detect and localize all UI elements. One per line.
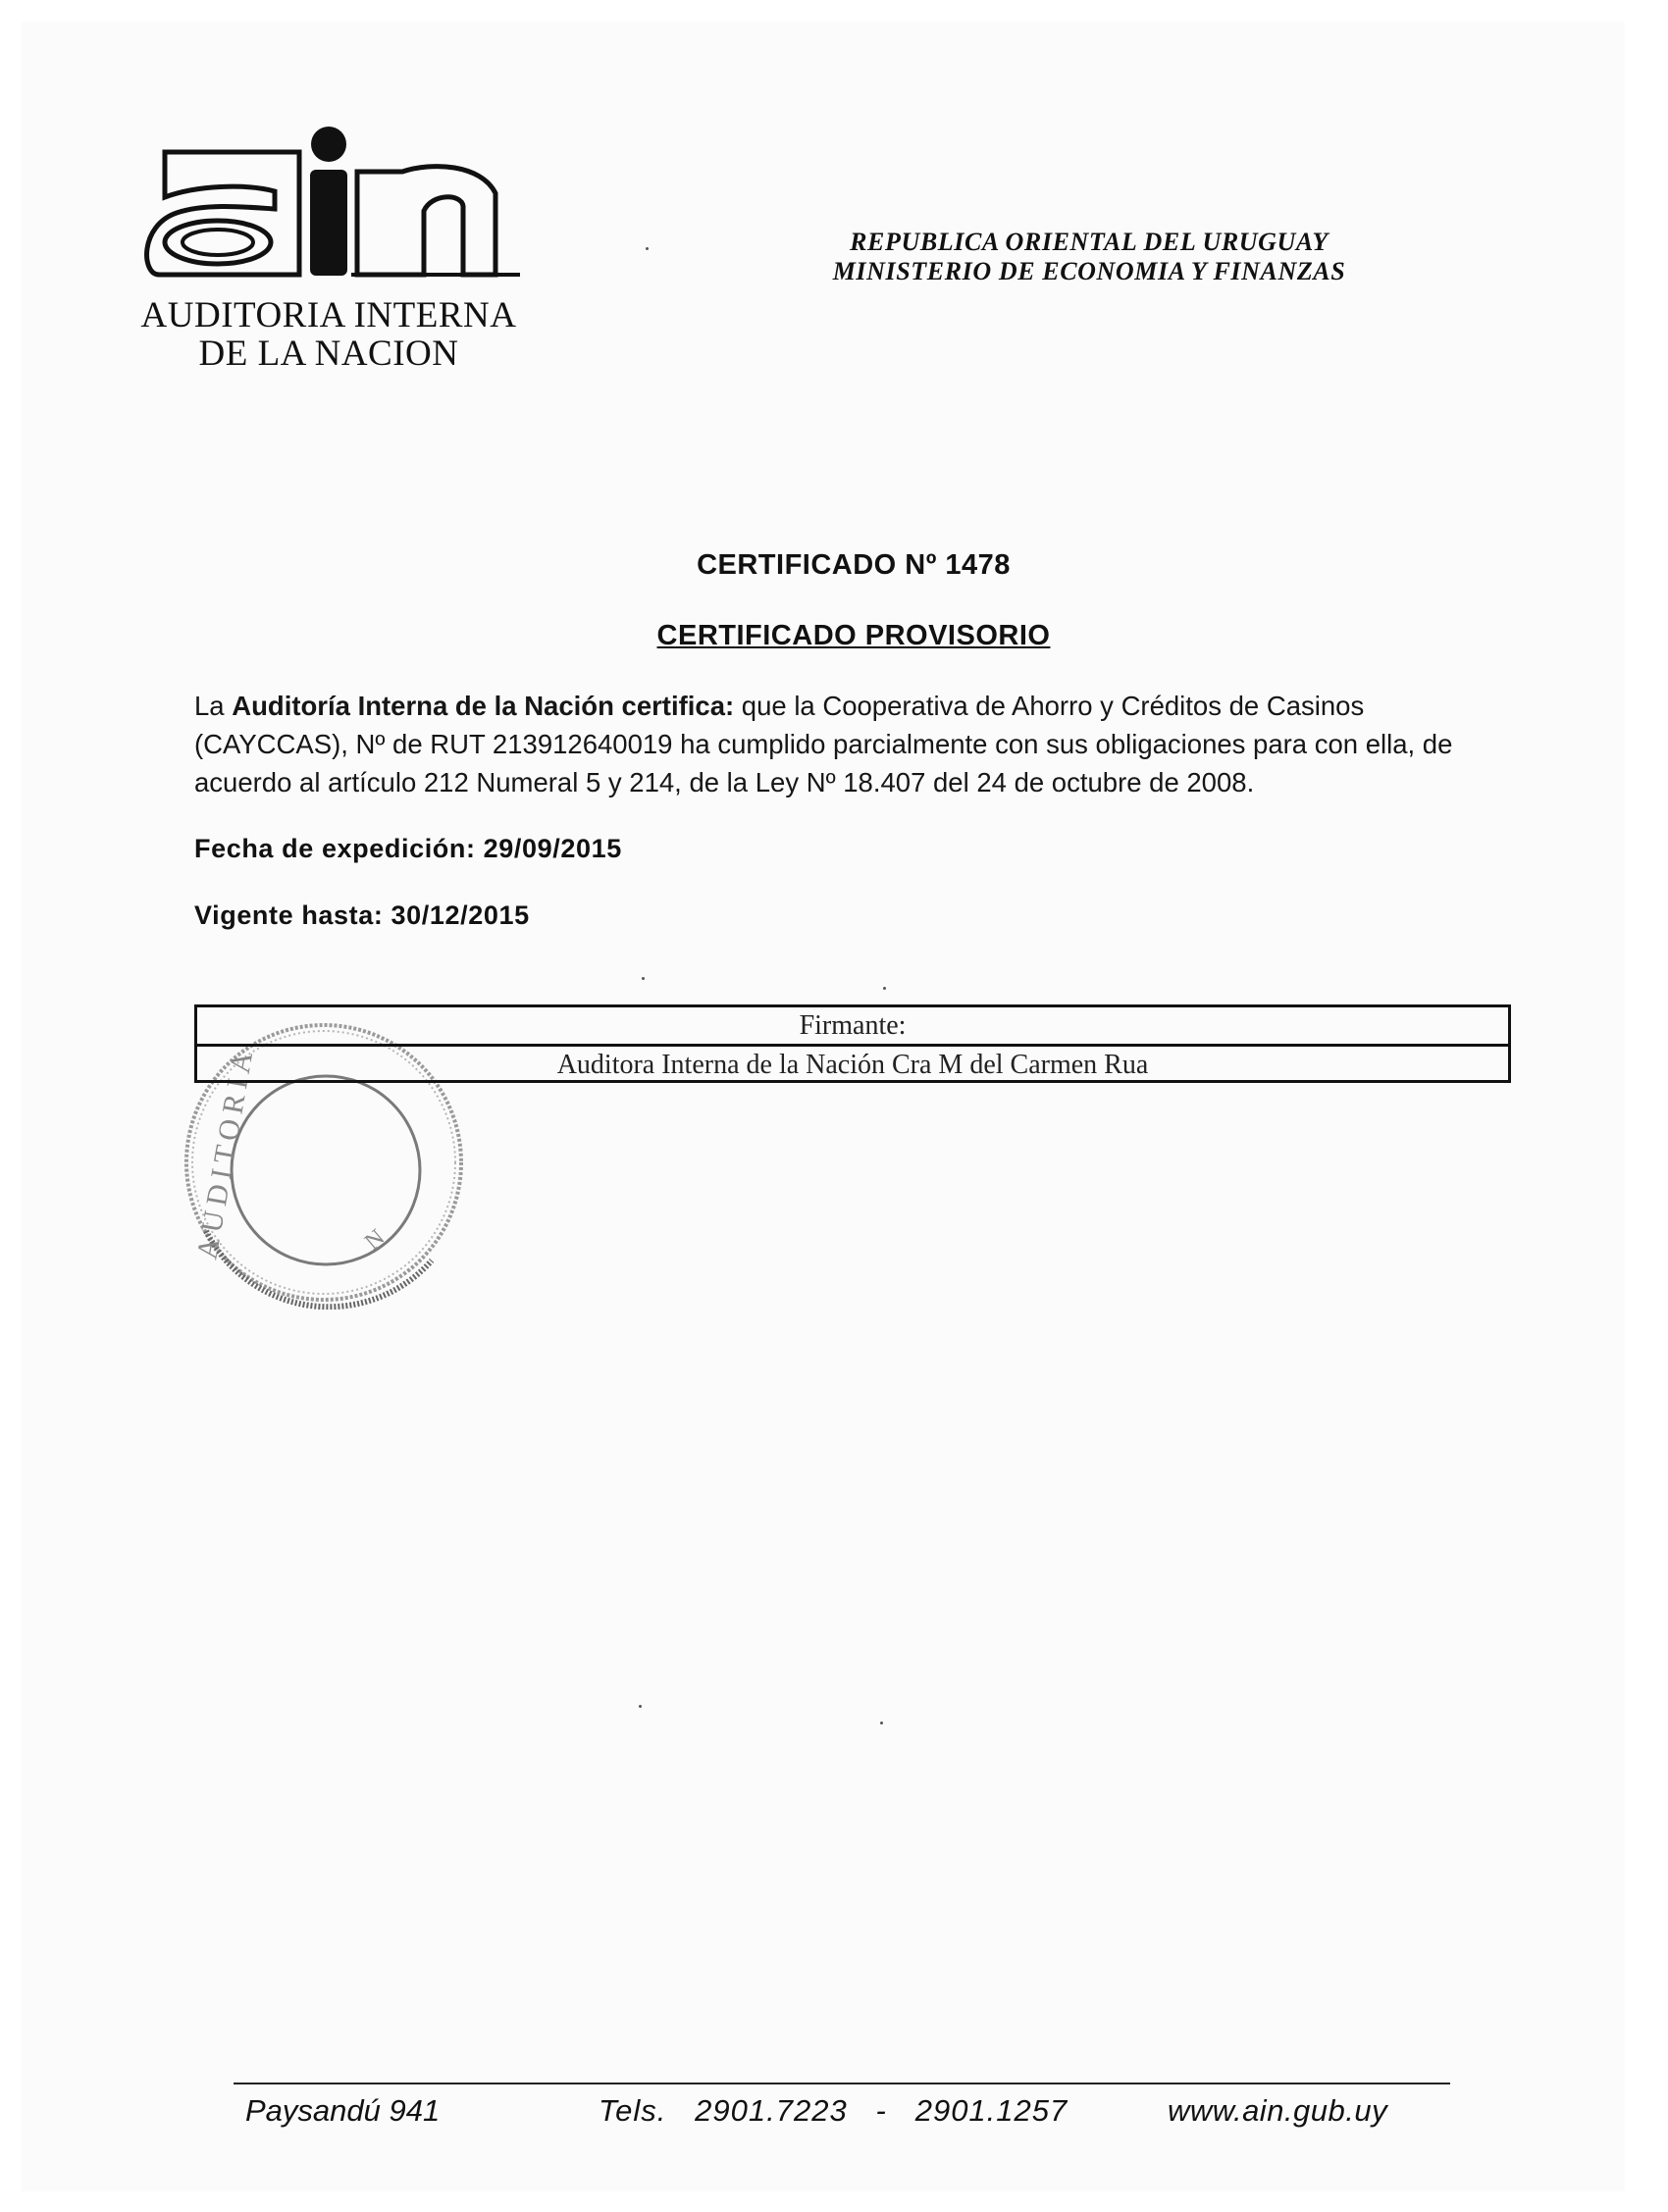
footer-website: www.ain.gub.uy bbox=[1168, 2093, 1388, 2128]
signer-name: Auditora Interna de la Nación Cra M del Carmen Rua bbox=[556, 1050, 1149, 1080]
scan-speck bbox=[646, 247, 649, 250]
certificate-body bbox=[194, 687, 1499, 801]
stamp-text-secondary: N bbox=[360, 1224, 391, 1256]
country-line: REPUBLICA ORIENTAL DEL URUGUAY bbox=[850, 228, 1329, 256]
ain-logo bbox=[137, 123, 520, 387]
certificate-type-title: CERTIFICADO PROVISORIO bbox=[656, 620, 1051, 651]
body-entity: Auditoría Interna de la Nación certifica: bbox=[232, 691, 735, 721]
signer-label: Firmante: bbox=[197, 1007, 1508, 1047]
footer-divider bbox=[234, 2083, 1450, 2084]
certificate-number-title: CERTIFICADO Nº 1478 bbox=[697, 549, 1011, 581]
issuer-header bbox=[756, 228, 1423, 286]
body-intro: La bbox=[194, 691, 233, 721]
scan-speck bbox=[883, 987, 886, 990]
valid-until-date: Vigente hasta: 30/12/2015 bbox=[194, 900, 530, 930]
body-text: que la Cooperativa de Ahorro y Créditos de Casinos (CAYCCAS), Nº de RUT 213912640019 ha cumplido parcialmente con sus obligaciones para con ella, de acuerdo al artículo 212 Numeral 5 y 214, de la Ley Nº 18.407 del 24 de octubre de 2008. bbox=[194, 691, 1453, 797]
logo-text-line: DE LA NACION bbox=[198, 334, 459, 374]
scan-speck bbox=[880, 1722, 883, 1724]
footer-address: Paysandú 941 bbox=[245, 2093, 441, 2128]
ministry-line: MINISTERIO DE ECONOMIA Y FINANZAS bbox=[832, 257, 1346, 285]
scan-speck bbox=[642, 977, 645, 980]
signer-table bbox=[194, 1004, 1511, 1083]
ain-logo-mark bbox=[137, 123, 520, 294]
scan-speck bbox=[639, 1705, 642, 1708]
issue-date: Fecha de expedición: 29/09/2015 bbox=[194, 834, 622, 863]
stamp-text: AUDITORIA bbox=[190, 1043, 261, 1262]
logo-text-line: AUDITORIA INTERNA bbox=[140, 295, 517, 335]
footer-phones: Tels. 2901.7223 - 2901.1257 bbox=[599, 2093, 1069, 2128]
